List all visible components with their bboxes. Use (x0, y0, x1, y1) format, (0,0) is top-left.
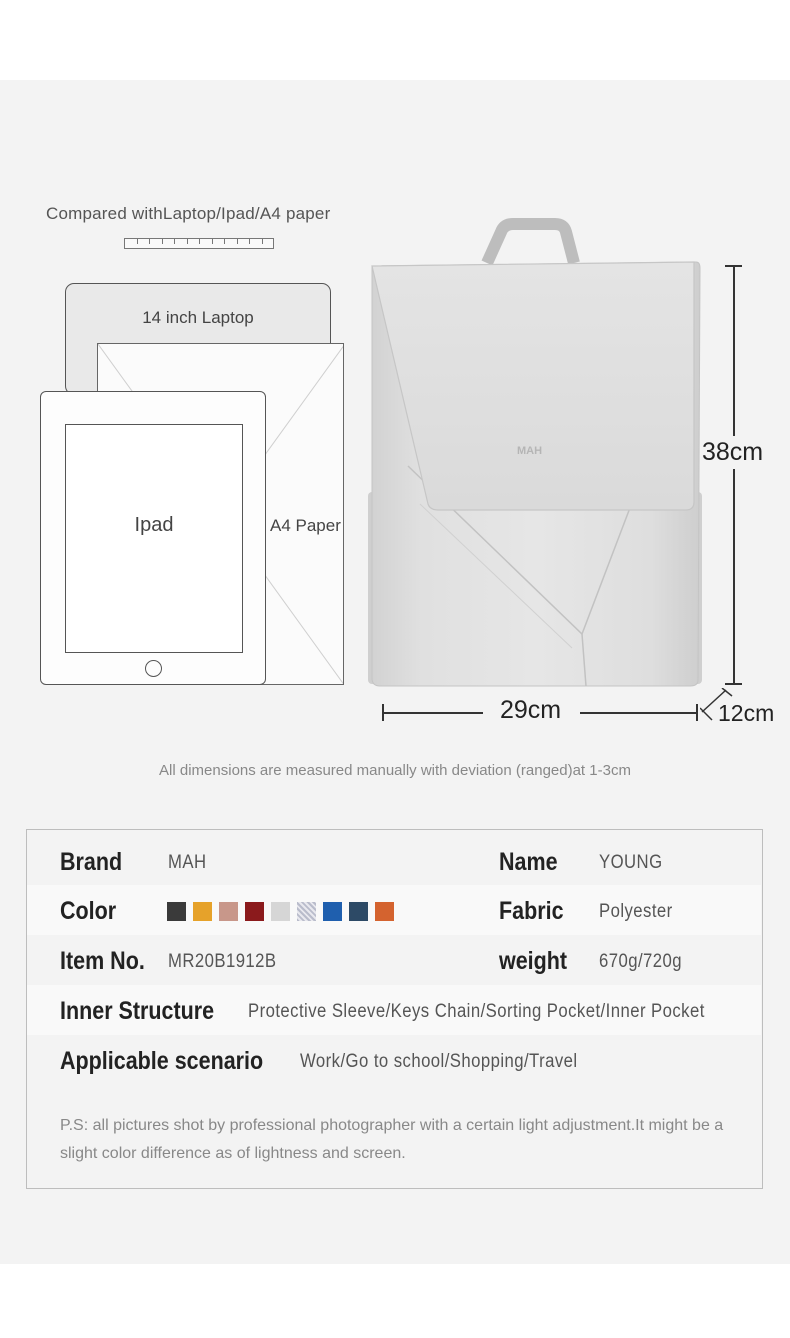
fabric-label: Fabric (499, 897, 564, 925)
color-swatch[interactable] (323, 902, 342, 921)
color-swatch[interactable] (375, 902, 394, 921)
spec-row-brand (27, 836, 761, 886)
spec-row-item (27, 935, 761, 985)
fabric-value: Polyester (599, 901, 673, 922)
inner-structure-label: Inner Structure (60, 997, 215, 1025)
color-label: Color (60, 897, 117, 925)
height-dimension-cap (725, 265, 742, 267)
width-dimension-line (580, 712, 697, 714)
height-dimension-label: 38cm (702, 436, 763, 469)
spec-row-scenario (27, 1035, 761, 1085)
inner-structure-value: Protective Sleeve/Keys Chain/Sorting Pocket/Inner Pocket (248, 1001, 705, 1022)
color-swatches (167, 902, 394, 921)
color-swatch[interactable] (245, 902, 264, 921)
svg-text:MAH: MAH (517, 445, 543, 457)
scenario-value: Work/Go to school/Shopping/Travel (300, 1051, 578, 1072)
color-swatch[interactable] (271, 902, 290, 921)
brand-value: MAH (168, 852, 207, 873)
height-dimension-line (733, 266, 735, 684)
a4-paper-label: A4 Paper (270, 516, 341, 535)
name-value: YOUNG (599, 852, 663, 873)
comparison-title: Compared withLaptop/Ipad/A4 paper (46, 204, 331, 223)
brand-label: Brand (60, 848, 123, 876)
width-dimension-cap (382, 704, 384, 721)
ipad-label: Ipad (134, 514, 174, 536)
spec-row-color (27, 885, 761, 935)
width-dimension-label: 29cm (500, 696, 562, 724)
item-number-value: MR20B1912B (168, 951, 277, 972)
width-dimension-cap (696, 704, 698, 721)
color-swatch[interactable] (167, 902, 186, 921)
width-dimension-line (383, 712, 483, 714)
dimension-disclaimer: All dimensions are measured manually with deviation (ranged)at 1-3cm (159, 762, 631, 779)
color-swatch[interactable] (193, 902, 212, 921)
scenario-label: Applicable scenario (60, 1047, 264, 1075)
height-dimension-cap (725, 683, 742, 685)
ipad-outline (40, 391, 266, 685)
ruler-icon (124, 238, 274, 249)
color-swatch[interactable] (219, 902, 238, 921)
ipad-screen (65, 424, 243, 653)
name-label: Name (499, 848, 558, 876)
color-swatch[interactable] (297, 902, 316, 921)
photo-note: P.S: all pictures shot by professional photographer with a certain light adjustment.It might be a slight color difference as of lightness and screen. (60, 1117, 724, 1162)
weight-label: weight (499, 947, 568, 975)
spec-table (26, 829, 763, 1189)
spec-row-inner-structure (27, 985, 761, 1035)
color-swatch[interactable] (349, 902, 368, 921)
ipad-home-button-icon (145, 660, 162, 677)
depth-dimension-label: 12cm (718, 700, 775, 726)
backpack-image (360, 218, 710, 698)
item-number-label: Item No. (60, 947, 145, 975)
laptop-label: 14 inch Laptop (142, 308, 254, 327)
weight-value: 670g/720g (599, 951, 683, 972)
